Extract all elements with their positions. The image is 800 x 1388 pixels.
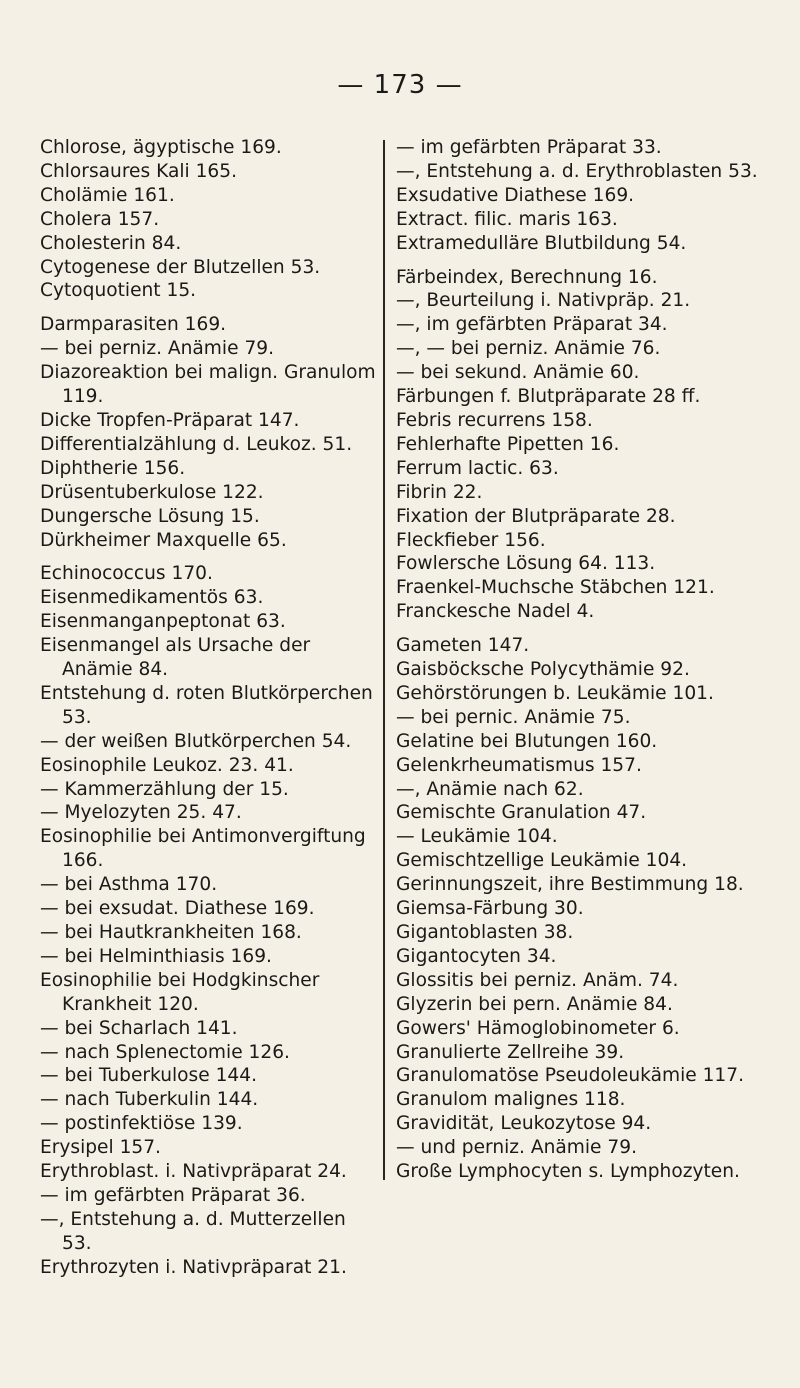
page-number: — 173 — <box>337 70 463 100</box>
left-column <box>40 136 380 1280</box>
index-entry: Gerinnungszeit, ihre Bestimmung 18. <box>396 874 744 896</box>
index-entry: Gravidität, Leukozytose 94. <box>396 1113 652 1135</box>
index-entry: Färbeindex, Berechnung 16. <box>396 266 658 288</box>
index-entry: Differentialzählung d. Leukoz. 51. <box>40 433 353 455</box>
index-entry: —, — bei perniz. Anämie 76. <box>396 338 661 360</box>
index-entry: Gameten 147. <box>396 635 530 657</box>
index-entry: Darmparasiten 169. <box>40 314 227 336</box>
index-entry: Glyzerin bei pern. Anämie 84. <box>396 993 673 1015</box>
index-entry: Eosinophile Leukoz. 23. 41. <box>40 754 294 776</box>
index-entry: — bei Hautkrankheiten 168. <box>40 922 302 943</box>
index-entry: Fleckfieber 156. <box>396 529 546 551</box>
index-entry: Extract. filic. maris 163. <box>396 208 618 230</box>
index-entry: — bei Scharlach 141. <box>40 1017 238 1039</box>
index-entry: Gelatine bei Blutungen 160. <box>396 730 658 752</box>
index-entry: Gowers' Hämoglobinometer 6. <box>396 1017 680 1039</box>
index-entry: Exsudative Diathese 169. <box>396 184 635 206</box>
column-divider <box>383 140 385 1180</box>
index-entry: Eosinophilie bei Antimonvergiftung 166. <box>40 826 366 872</box>
index-entry: Gigantocyten 34. <box>396 945 557 967</box>
index-entry: Cholesterin 84. <box>40 232 182 254</box>
index-entry: — postinfektiöse 139. <box>40 1113 243 1135</box>
index-entry: —, im gefärbten Präparat 34. <box>396 314 668 336</box>
index-entry: — der weißen Blutkörperchen 54. <box>40 730 352 752</box>
index-entry: — Myelozyten 25. 47. <box>40 802 242 824</box>
index-entry: Gemischtzellige Leukämie 104. <box>396 850 688 872</box>
index-entry: — bei Tuberkulose 144. <box>40 1065 257 1087</box>
index-entry: Cholämie 161. <box>40 184 175 206</box>
index-entry: Diphtherie 156. <box>40 457 186 479</box>
index-entry: Fibrin 22. <box>396 481 483 503</box>
index-entry: Chlorose, ägyptische 169. <box>40 137 282 158</box>
index-entry: Färbungen f. Blutpräparate 28 ff. <box>396 386 701 408</box>
index-entry: Erythrozyten i. Nativpräparat 21. <box>40 1256 347 1278</box>
index-entry: Ferrum lactic. 63. <box>396 457 559 479</box>
index-entry: Granulierte Zellreihe 39. <box>396 1041 625 1063</box>
group-spacer <box>396 624 766 634</box>
index-entry: —, Entstehung a. d. Mutterzellen 53. <box>40 1208 346 1254</box>
index-entry: Chlorsaures Kali 165. <box>40 160 237 182</box>
index-entry: Cholera 157. <box>40 208 160 230</box>
index-entry: —, Anämie nach 62. <box>396 778 584 800</box>
group-spacer <box>40 303 380 313</box>
index-entry: — nach Splenectomie 126. <box>40 1041 290 1063</box>
index-entry: —, Entstehung a. d. Erythroblasten 53. <box>396 160 758 182</box>
index-entry: Entstehung d. roten Blutkörperchen 53. <box>40 682 373 728</box>
index-entry: Erythroblast. i. Nativpräparat 24. <box>40 1161 347 1183</box>
index-entry: — bei sekund. Anämie 60. <box>396 362 640 384</box>
index-entry: Dungersche Lösung 15. <box>40 505 260 527</box>
index-entry: — im gefärbten Präparat 36. <box>40 1184 306 1206</box>
index-entry: — Leukämie 104. <box>396 826 558 848</box>
index-entry: Granulom malignes 118. <box>396 1089 626 1111</box>
index-entry: Extramedulläre Blutbildung 54. <box>396 232 687 254</box>
group-spacer <box>40 552 380 562</box>
index-entry: Eisenmedikamentös 63. <box>40 587 264 609</box>
index-entry: Fowlersche Lösung 64. 113. <box>396 553 656 575</box>
index-entry: Dicke Tropfen-Präparat 147. <box>40 409 300 431</box>
index-entry: Fixation der Blutpräparate 28. <box>396 505 676 527</box>
index-entry: — bei pernic. Anämie 75. <box>396 706 631 728</box>
index-entry: —, Beurteilung i. Nativpräp. 21. <box>396 290 691 312</box>
index-entry: Gehörstörungen b. Leukämie 101. <box>396 682 714 704</box>
index-entry: — nach Tuberkulin 144. <box>40 1089 259 1111</box>
index-entry: Franckesche Nadel 4. <box>396 601 595 623</box>
index-entry: Diazoreaktion bei malign. Granulom 119. <box>40 362 376 408</box>
index-entry: Eisenmanganpeptonat 63. <box>40 611 286 633</box>
index-entry: — und perniz. Anämie 79. <box>396 1137 637 1159</box>
index-entry: Cytoquotient 15. <box>40 280 197 302</box>
index-entry: Eosinophilie bei Hodgkinscher Krankheit 120. <box>40 969 320 1015</box>
index-entry: Gelenkrheumatismus 157. <box>396 754 642 776</box>
index-entry: Erysipel 157. <box>40 1137 161 1159</box>
index-entry: Große Lymphocyten s. Lymphozyten. <box>396 1161 740 1183</box>
index-entry: Gigantoblasten 38. <box>396 922 574 943</box>
index-entry: — im gefärbten Präparat 33. <box>396 137 662 158</box>
index-entry: Glossitis bei perniz. Anäm. 74. <box>396 969 679 991</box>
group-spacer <box>396 256 766 266</box>
index-entry: Eisenmangel als Ursache der Anämie 84. <box>40 635 311 681</box>
index-entry: — bei Helminthiasis 169. <box>40 945 272 967</box>
index-entry: Fehlerhafte Pipetten 16. <box>396 433 620 455</box>
index-entry: Gaisböcksche Polycythämie 92. <box>396 659 690 681</box>
index-entry: Cytogenese der Blutzellen 53. <box>40 256 321 278</box>
index-entry: — bei Asthma 170. <box>40 874 218 896</box>
index-entry: Gemischte Granulation 47. <box>396 802 647 824</box>
index-entry: — bei exsudat. Diathese 169. <box>40 898 315 920</box>
index-entry: — bei perniz. Anämie 79. <box>40 338 275 360</box>
index-entry: Granulomatöse Pseudoleukämie 117. <box>396 1065 744 1087</box>
right-column <box>396 136 766 1184</box>
index-entry: Dürkheimer Maxquelle 65. <box>40 529 287 551</box>
index-entry: Echinococcus 170. <box>40 563 213 585</box>
index-entry: Drüsentuberkulose 122. <box>40 481 264 503</box>
index-entry: Febris recurrens 158. <box>396 409 593 431</box>
index-entry: Fraenkel-Muchsche Stäbchen 121. <box>396 577 715 599</box>
index-entry: — Kammerzählung der 15. <box>40 778 289 800</box>
index-entry: Giemsa-Färbung 30. <box>396 898 584 920</box>
